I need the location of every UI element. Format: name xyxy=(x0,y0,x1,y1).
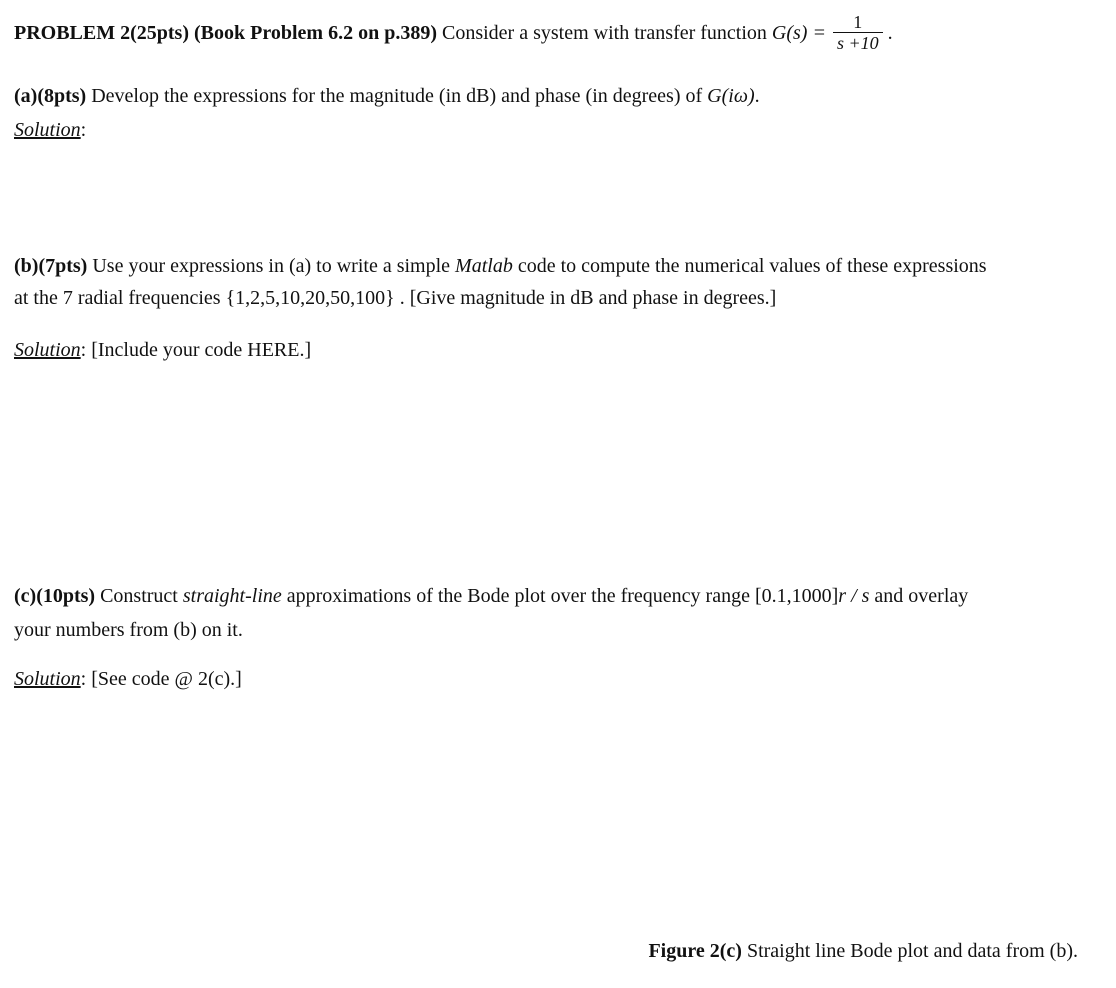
part-c-label: (c)(10pts) xyxy=(14,585,96,607)
part-b-statement xyxy=(14,254,987,278)
part-a-solution-colon: : xyxy=(80,119,87,141)
part-c-solution-label: Solution xyxy=(14,668,81,690)
figure-caption-text: Straight line Bode plot and data from (b). xyxy=(741,940,1078,962)
part-a-label: (a)(8pts) xyxy=(14,85,87,107)
part-c-text1: Construct xyxy=(95,585,183,607)
part-a-solution xyxy=(14,118,86,142)
part-c-line2: your numbers from (b) on it. xyxy=(14,619,243,641)
part-c-text2: approximations of the Bode plot over the frequency range [0.1,1000] xyxy=(281,585,839,607)
part-c-solution-rest: : [See code @ 2(c).] xyxy=(80,668,242,690)
figure-caption xyxy=(648,940,1078,963)
part-b-matlab: Matlab xyxy=(455,255,513,277)
part-c-units: r / s xyxy=(838,585,870,607)
part-b-label: (b)(7pts) xyxy=(14,255,88,277)
transfer-function-lhs: G(s) = xyxy=(771,22,826,45)
figure-label: Figure 2(c) xyxy=(648,940,742,962)
part-c-statement xyxy=(14,584,968,608)
transfer-function-fraction xyxy=(833,12,883,53)
problem-statement xyxy=(14,14,893,55)
part-a-math: G(iω) xyxy=(707,85,755,107)
part-c-solution xyxy=(14,667,242,691)
part-a-solution-label: Solution xyxy=(14,119,81,141)
problem-heading: PROBLEM 2(25pts) (Book Problem 6.2 on p.389) xyxy=(14,22,437,45)
part-c-straight-line: straight-line xyxy=(182,585,282,607)
part-a-statement xyxy=(14,84,760,108)
part-b-text1: Use your expressions in (a) to write a simple xyxy=(87,255,456,277)
part-c-text3: and overlay xyxy=(869,585,969,607)
part-b-text2: code to compute the numerical values of these expressions xyxy=(512,255,987,277)
part-b-line2: at the 7 radial frequencies {1,2,5,10,20,50,100} . [Give magnitude in dB and phase in degrees.] xyxy=(14,287,777,309)
tf-numerator: 1 xyxy=(853,12,863,32)
part-b-solution-rest: : [Include your code HERE.] xyxy=(80,339,312,361)
tf-period: . xyxy=(882,22,893,45)
problem-intro: Consider a system with transfer function xyxy=(436,22,772,45)
part-b-solution-label: Solution xyxy=(14,339,81,361)
part-a-text: Develop the expressions for the magnitude (in dB) and phase (in degrees) of xyxy=(86,85,708,107)
tf-denominator: s +10 xyxy=(833,32,883,53)
part-b-solution xyxy=(14,338,311,362)
part-a-end: . xyxy=(754,85,760,107)
